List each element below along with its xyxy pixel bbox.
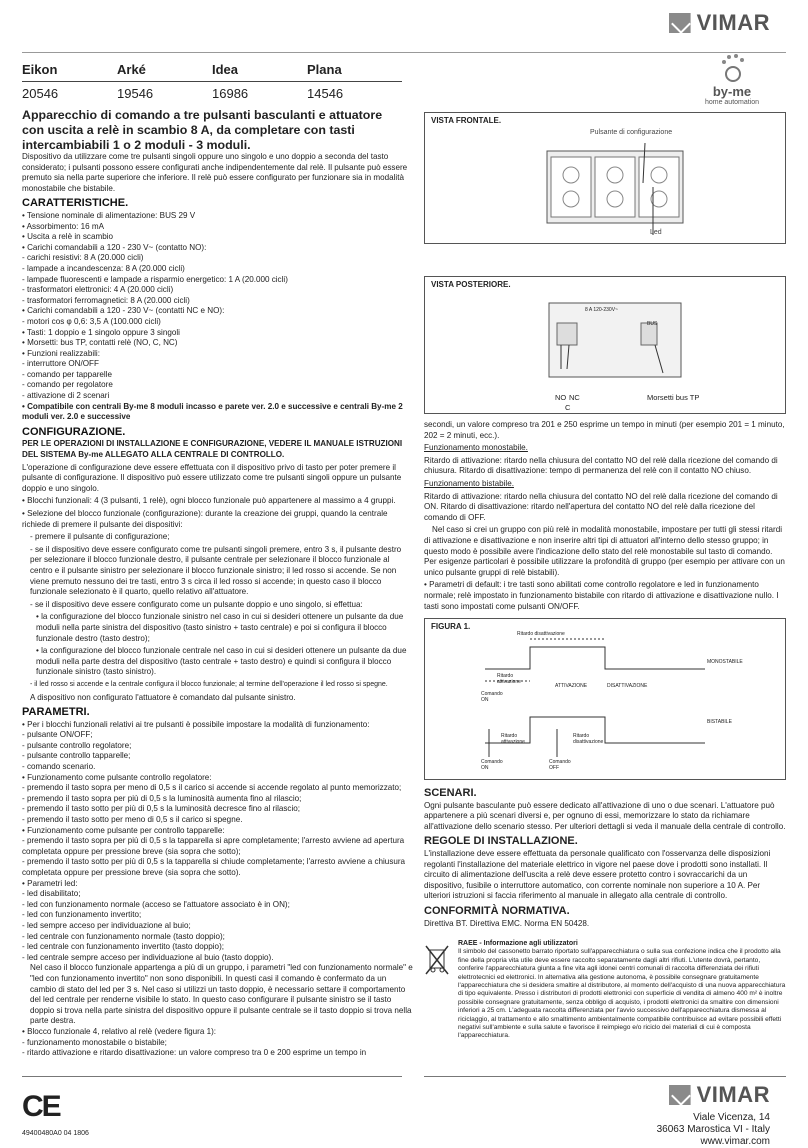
parametri-list — [22, 720, 414, 1059]
list-item: • Blocco funzionale 4, relativo al relè (vedere figura 1): — [22, 1026, 217, 1036]
config-bold: PER LE OPERAZIONI DI INSTALLAZIONE E CONFIGURAZIONE, VEDERE IL MANUALE ISTRUZIONI DEL SISTEMA By-me ALLEGATO ALLA CENTRALE DI CONTROLLO. — [22, 439, 403, 460]
list-item: - lampade a incandescenza: 8 A (20.000 cicli) — [22, 263, 185, 273]
label-led: Led — [650, 229, 662, 236]
config-p4: - premere il pulsante di configurazione; — [30, 532, 170, 542]
footer-brand-name: VIMAR — [696, 1082, 770, 1107]
fig-rit-att2: Ritardo attivazione — [501, 733, 525, 745]
ce-mark: CE — [22, 1090, 60, 1123]
list-item: • Assorbimento: 16 mA — [22, 221, 105, 231]
list-item: • Uscita a relè in scambio — [22, 232, 113, 242]
figure-title: FIGURA 1. — [431, 622, 471, 631]
caratteristiche-list — [22, 211, 414, 423]
list-item: - pulsante controllo regolatore; — [22, 740, 132, 750]
scenari-section — [424, 784, 786, 929]
label-nc: NC — [569, 393, 580, 402]
scenari-text: Ogni pulsante basculante può essere dedicato all'attivazione di uno o due scenari. L'attuatore può appartenere a più scenari diversi e, per ognuno di essi, memorizzare lo stato da richiamare all'attivazione dello scenario stesso. Per ulteriori dettagli si veda il manuale della centrale di controllo. — [424, 800, 786, 831]
raee-heading: RAEE - Informazione agli utilizzatori — [458, 940, 578, 947]
series-code: 16986 — [212, 86, 249, 101]
vimar-logo-icon — [669, 1085, 691, 1105]
series-name: Plana — [307, 60, 402, 82]
address-line-2: 36063 Marostica VI - Italy — [656, 1124, 770, 1135]
fig-cmd-on: Comando ON — [481, 691, 503, 703]
fig-cmd-on2: Comando ON — [481, 759, 503, 771]
right-p2: Nel caso si crei un gruppo con più relè in modalità monostabile, impostare per tutti gli stessi ritardi di attivazione e disattivazione e non inserire altri tipi di attuatori all'interno dello stesso gruppo; in questo modo è possibile avere l'indicazione dello stato del relè monostabile sul tasto di comando. Per esigenze particolari è possibile utilizzare la profondità di gruppo (per esempio per attivare con un unico pulsante gruppi di relè bistabili). — [424, 525, 785, 577]
list-item: - led centrale sempre acceso per individuazione al buio (tasto doppio). — [22, 952, 274, 962]
raee-text: Il simbolo del cassonetto barrato riportato sull'apparecchiatura o sulla sua confezione indica che il prodotto alla fine della propria vita utile deve essere raccolto separatamente dagli altri rifiuti. L'utente dovrà, pertanto, conferire l'apparecchiatura giunta a fine vita agli idonei centri comunali di raccolta differenziata dei rifiuti elettrotecnici ed elettronici. In alternativa alla gestione autonoma, è possibile consegnare gratuitamente l'apparecchiatura che si desidera smaltire al distributore, al momento dell'acquisto di una nuova apparecchiatura di tipo equivalente. Presso i distributori di prodotti elettronici con superficie di vendita di almeno 400 m² è inoltre possibile consegnare gratuitamente, senza obbligo di acquisto, i prodotti elettronici da smaltire con dimensioni inferiori a 25 cm. L'adeguata raccolta differenziata per l'avvio successivo dell'apparecchiatura dismessa al riciclaggio, al trattamento e allo smaltimento ambientalmente compatibile contribuisce ad evitare possibili effetti negativi sull'ambiente e sulla salute e favorisce il reimpiego e/o riciclo dei materiali di cui è composta l'apparecchiatura. — [458, 948, 786, 1040]
config-p10: A dispositivo non configurato l'attuatore è comandato dal pulsante sinistro. — [30, 692, 296, 702]
right-p3: • Parametri di default: i tre tasti sono abilitati come controllo regolatore e led in funzionamento normale; relè impostato in funzionamento bistabile con ritardo di attivazione e disattivazione nullo. I tasti sono impostati come pulsanti ON/OFF. — [424, 580, 779, 611]
label-config: Pulsante di configurazione — [590, 129, 673, 136]
list-item: • Tensione nominale di alimentazione: BUS 29 V — [22, 210, 196, 220]
vista-posteriore-panel — [424, 276, 786, 414]
config-p1: L'operazione di configurazione deve essere effettuata con il dispositivo privo di tasto per poter premere il pulsante di configurazione. Il dispositivo può essere utilizzato come tre pulsanti singoli oppure un pulsante doppio e uno singolo. — [22, 462, 402, 493]
list-item: - led disabilitato; — [22, 889, 81, 899]
list-item: • Carichi comandabili a 120 - 230 V~ (contatto NO): — [22, 242, 207, 252]
footer-divider-right — [424, 1076, 786, 1077]
heading-caratteristiche: CARATTERISTICHE. — [22, 197, 129, 210]
list-item: - comando per regolatore — [22, 380, 113, 390]
list-item: - comando per tapparelle — [22, 369, 112, 379]
document-code: 49400480A0 04 1806 — [22, 1130, 89, 1137]
front-view-drawing — [545, 143, 685, 238]
mono-heading: Funzionamento monostabile. — [424, 443, 528, 453]
address-block — [657, 1112, 770, 1148]
list-item: • Compatibile con centrali By-me 8 moduli incasso e parete ver. 2.0 e successive e centrali By-me 2 moduli ver. 2.0 e successive — [22, 401, 403, 422]
vista-frontale-title: VISTA FRONTALE. — [431, 116, 502, 125]
address-line-1: Viale Vicenza, 14 — [693, 1112, 770, 1123]
footer-vimar-logo — [669, 1082, 770, 1108]
list-item: - interruttore ON/OFF — [22, 359, 99, 369]
mono-text: Ritardo di attivazione: ritardo nella chiusura del contatto NO del relè dalla ricezione del comando di chiusura. Ritardo di disattivazione: tempo di permanenza del relè con il contatto NO chiuso. — [424, 455, 778, 476]
crossed-bin-icon — [424, 944, 450, 976]
list-item: - led con funzionamento normale (acceso se l'attuatore associato è in ON); — [22, 899, 290, 909]
footer-divider-left — [22, 1076, 402, 1077]
list-item: - premendo il tasto sotto per più di 0,5 s la luminosità decresce fino al rilascio; — [22, 804, 301, 814]
list-item: • Morsetti: bus TP, contatti relè (NO, C, NC) — [22, 338, 178, 348]
heading-parametri: PARAMETRI. — [22, 706, 90, 719]
series-code: 20546 — [22, 86, 59, 101]
series-code: 19546 — [117, 86, 154, 101]
series-name: Idea — [212, 60, 307, 82]
fig-rit-dis: Ritardo disattivazione — [517, 631, 565, 637]
list-item: - comando scenario. — [22, 762, 96, 772]
list-item: - premendo il tasto sopra per più di 0,5 s la tapparella si apre completamente; l'arresto avviene ad apertura completata oppure per pressione breve (sia sopra che sotto); — [22, 836, 405, 856]
right-column — [424, 420, 786, 614]
fig-attivazione: ATTIVAZIONE — [555, 683, 588, 689]
fig-rit-dis2: Ritardo disattivazione — [573, 733, 604, 745]
label-no: NO — [555, 393, 567, 402]
vimar-logo — [669, 10, 770, 36]
right-p1: secondi, un valore compreso tra 201 e 250 esprime un tempo in minuti (per esempio 201 = 1 minuto, 202 = 2 minuti, ecc.). — [424, 420, 785, 440]
list-item: - trasformatori elettronici: 4 A (20.000 cicli) — [22, 285, 174, 295]
list-item: • Funzioni realizzabili: — [22, 348, 100, 358]
intro-text: Dispositivo da utilizzare come tre pulsanti singoli oppure uno singolo e uno doppio a seconda del tasto considerato; i pulsanti possono essere configurati anche indipendentemente dal relè. Il pulsante può essere premuto sia nella parte superiore che inferiore. Il relè può essere configurato per funzionare sia in modalità monostabile che bistabile. — [22, 152, 408, 193]
list-item: - attivazione di 2 scenari — [22, 391, 110, 401]
fig-monostabile: MONOSTABILE — [707, 659, 743, 665]
raee-section — [424, 940, 786, 1041]
list-item: - carichi resistivi: 8 A (20.000 cicli) — [22, 253, 144, 263]
brand-name: VIMAR — [696, 10, 770, 35]
list-item: - funzionamento monostabile o bistabile; — [22, 1037, 167, 1047]
byme-name: by-me — [712, 84, 752, 99]
heading-regole: REGOLE DI INSTALLAZIONE. — [424, 835, 578, 848]
list-item: • Funzionamento come pulsante per controllo tapparelle: — [22, 825, 225, 835]
list-item: - led sempre acceso per individuazione al buio; — [22, 920, 191, 930]
label-small2: BUS — [647, 321, 658, 327]
list-item: - led con funzionamento invertito; — [22, 910, 142, 920]
list-item: - led centrale con funzionamento invertito (tasto doppio); — [22, 942, 225, 952]
heading-configurazione: CONFIGURAZIONE. — [22, 425, 126, 438]
list-item: - lampade fluorescenti e lampade a risparmio energetico: 1 A (20.000 cicli) — [22, 274, 288, 284]
list-item: - premendo il tasto sotto per più di 0,5 s la tapparella si chiude completamente; l'arresto avviene a chiusura completata oppure per pressione breve (sia sopra che sotto). — [22, 857, 406, 877]
fig-disattivazione: DISATTIVAZIONE — [607, 683, 648, 689]
label-small1: 8 A 120-230V~ — [585, 307, 618, 313]
list-item: - premendo il tasto sopra per meno di 0,5 s il carico si accende si accende regolato al punto memorizzato; — [22, 783, 402, 793]
label-bus: Morsetti bus TP — [647, 393, 700, 402]
list-item: • Tasti: 1 doppio e 1 singolo oppure 3 singoli — [22, 327, 180, 337]
top-divider — [22, 52, 786, 53]
list-item: • Per i blocchi funzionali relativi ai tre pulsanti è possibile impostare la modalità di funzionamento: — [22, 719, 370, 729]
list-item: - ritardo attivazione e ritardo disattivazione: un valore compreso tra 0 e 200 esprime un tempo in — [22, 1048, 367, 1058]
list-item: - pulsante controllo tapparelle; — [22, 751, 131, 761]
list-item: • Funzionamento come pulsante controllo regolatore: — [22, 772, 212, 782]
bi-text: Ritardo di attivazione: ritardo nella chiusura del contatto NO del relè dalla ricezione del comando di ON. Ritardo di disattivazione: ritardo nell'apertura del contatto NO del relè dalla ricezione del comando di OFF. — [424, 491, 778, 522]
series-name: Arké — [117, 60, 212, 82]
left-column — [22, 152, 414, 1059]
heading-conformita: CONFORMITÀ NORMATIVA. — [424, 904, 570, 917]
config-p9: - il led rosso si accende e la centrale configura il blocco funzionale; al termine dell'operazione il led rosso si spegne. — [30, 680, 388, 688]
timing-diagram — [425, 619, 787, 781]
bi-heading: Funzionamento bistabile. — [424, 478, 514, 488]
fig-bistabile: BISTABILE — [707, 719, 732, 725]
vimar-logo-icon — [669, 13, 691, 33]
list-item: - motori cos φ 0,6: 3,5 A (100.000 cicli) — [22, 316, 161, 326]
list-item: - premendo il tasto sotto per meno di 0,5 s il carico si spegne. — [22, 815, 243, 825]
fig-rit-att: Ritardo attivazione — [497, 673, 521, 685]
config-p6: - se il dispositivo deve essere configurato come un pulsante doppio e uno singolo, si effettua: — [30, 599, 363, 609]
website: www.vimar.com — [700, 1136, 770, 1147]
config-p2: • Blocchi funzionali: 4 (3 pulsanti, 1 relè), ogni blocco funzionale può appartenere al massimo a 4 gruppi. — [22, 496, 396, 506]
config-p3: • Selezione del blocco funzionale (configurazione): durante la creazione dei gruppi, quando la centrale richiede di premere il pulsante dei dispositivi: — [22, 509, 388, 529]
regole-text: L'installazione deve essere effettuata da personale qualificato con l'osservanza delle disposizioni regolanti l'installazione del materiale elettrico in vigore nel paese dove i prodotti sono installati. Il circuito di alimentazione dell'uscita a relè deve essere protetto contro i sovraccarichi da un dispositivo, fusibile o interruttore automatico, con corrente nominale non superiore a 10 A. Per ulteriori istruzioni si faccia riferimento al manuale in allegato alla centrale di controllo. — [424, 848, 771, 901]
config-p8: • la configurazione del blocco funzionale centrale nel caso in cui si desideri ottenere un pulsante da due moduli nella parte destra del dispositivo (tasto centrale + tasto destro) e quindi si configura il blocco funzionale sinistro (tasto sinistro). — [36, 646, 407, 677]
list-item: - led centrale con funzionamento normale (tasto doppio); — [22, 931, 225, 941]
series-code: 14546 — [307, 86, 344, 101]
series-name: Eikon — [22, 60, 117, 82]
list-item: - premendo il tasto sopra per più di 0,5 s la luminosità aumenta fino al rilascio; — [22, 793, 302, 803]
list-item: • Carichi comandabili a 120 - 230 V~ (contatti NC e NO): — [22, 306, 225, 316]
label-c: C — [565, 403, 571, 412]
list-item: - trasformatori ferromagnetici: 8 A (20.000 cicli) — [22, 295, 190, 305]
list-item: - pulsante ON/OFF; — [22, 730, 93, 740]
config-p5: - se il dispositivo deve essere configurato come tre pulsanti singoli premere, entro 3 s, il pulsante destro per selezionare il blocco funzionale destro, il pulsante centrale per selezionare il blocco funzionale al centro e il pulsante sinistro per selezionare il blocco funzionale sinistro; il led rosso si accende. Se non viene premuto nessuno dei tre tasti, entro 3 s circa il led rosso si accende; in questo caso il blocco funzionale selezionato è il quarto, quello relativo all'attuatore. — [30, 544, 402, 597]
product-title: Apparecchio di comando a tre pulsanti basculanti e attuatore con uscita a relè in scambio 8 A, da completare con tasti intercambiabili 1 o 2 moduli - 3 moduli. — [22, 108, 383, 152]
series-table — [22, 60, 402, 103]
byme-hand-icon — [716, 50, 750, 84]
list-item: Nel caso il blocco funzionale appartenga a più di un gruppo, i parametri "led con funzionamento normale" e "led con funzionamento invertito" non sono disponibili. In questi casi il comando è confermato da un cambio di stato del led per 3 s. Nel caso si utilizzi un tasto doppio, è necessario settare il comportamento del led centrale per renderne visibile lo stato. In questo caso configurare il pulsante sinistro se il tasto doppio si trova nella parte sinistra del dispositivo oppure il pulsante centrale se il tasto doppio si trova nella parte destra. — [30, 963, 413, 1026]
list-item: • Parametri led: — [22, 878, 78, 888]
conformita-text: Direttiva BT. Direttiva EMC. Norma EN 50428. — [424, 918, 590, 928]
fig-cmd-off: Comando OFF — [549, 759, 571, 771]
vista-frontale-panel — [424, 112, 786, 244]
vista-posteriore-title: VISTA POSTERIORE. — [431, 280, 511, 289]
config-p7: • la configurazione del blocco funzionale sinistro nel caso in cui si desideri ottenere un pulsante da due moduli nella parte sinistra del dispositivo (tasto sinistro + tasto centrale) e poi si configura il blocco funzionale destro (tasto destro); — [36, 612, 404, 643]
figure-1 — [424, 618, 786, 780]
heading-scenari: SCENARI. — [424, 787, 477, 799]
byme-logo — [692, 50, 772, 106]
byme-sub: home automation — [704, 99, 760, 106]
